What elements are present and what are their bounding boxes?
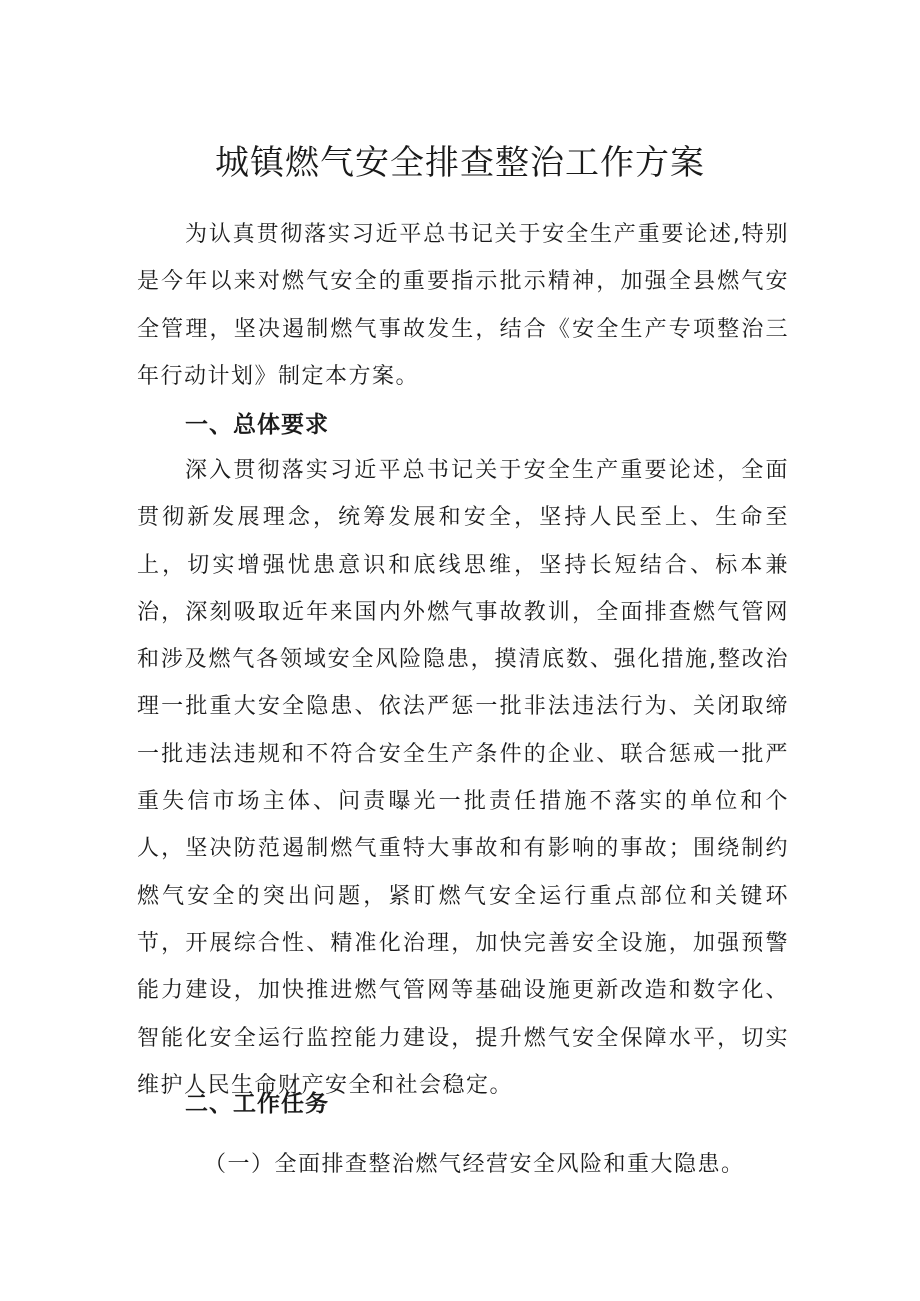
document-title: 城镇燃气安全排查整治工作方案: [215, 143, 705, 183]
subsection-heading-1: （一）全面排查整治燃气经营安全风险和重大隐患。: [204, 1152, 745, 1177]
general-requirements-paragraph: 深入贯彻落实习近平总书记关于安全生产重要论述，全面贯彻新发展理念，统筹发展和安全，坚持人民至上、生命至上，切实增强忧患意识和底线思维，坚持长短结合、标本兼治，深刻吸取近年来国内外燃气事故教训，全面排查燃气管网和涉及燃气各领域安全风险隐患，摸清底数、强化措施,整改治理一批重大安全隐患、依法严惩一批非法违法行为、关闭取缔一批违法违规和不符合安全生产条件的企业、联合惩戒一批严重失信市场主体、问责曝光一批责任措施不落实的单位和个人，坚决防范遏制燃气重特大事故和有影响的事故；围绕制约燃气安全的突出问题，紧盯燃气安全运行重点部位和关键环节，开展综合性、精准化治理，加快完善安全设施，加强预警能力建设，加快推进燃气管网等基础设施更新改造和数字化、智能化安全运行监控能力建设，提升燃气安全保障水平，切实维护人民生命财产安全和社会稳定。: [137, 458, 789, 1098]
section-heading-work-tasks: 二、工作任务: [185, 1091, 329, 1117]
intro-paragraph: 为认真贯彻落实习近平总书记关于安全生产重要论述,特别是今年以来对燃气安全的重要指示批示精神，加强全县燃气安全管理，坚决遏制燃气事故发生，结合《安全生产专项整治三年行动计划》制定本方案。: [137, 222, 789, 389]
section-heading-general-requirements: 一、总体要求: [185, 412, 329, 438]
